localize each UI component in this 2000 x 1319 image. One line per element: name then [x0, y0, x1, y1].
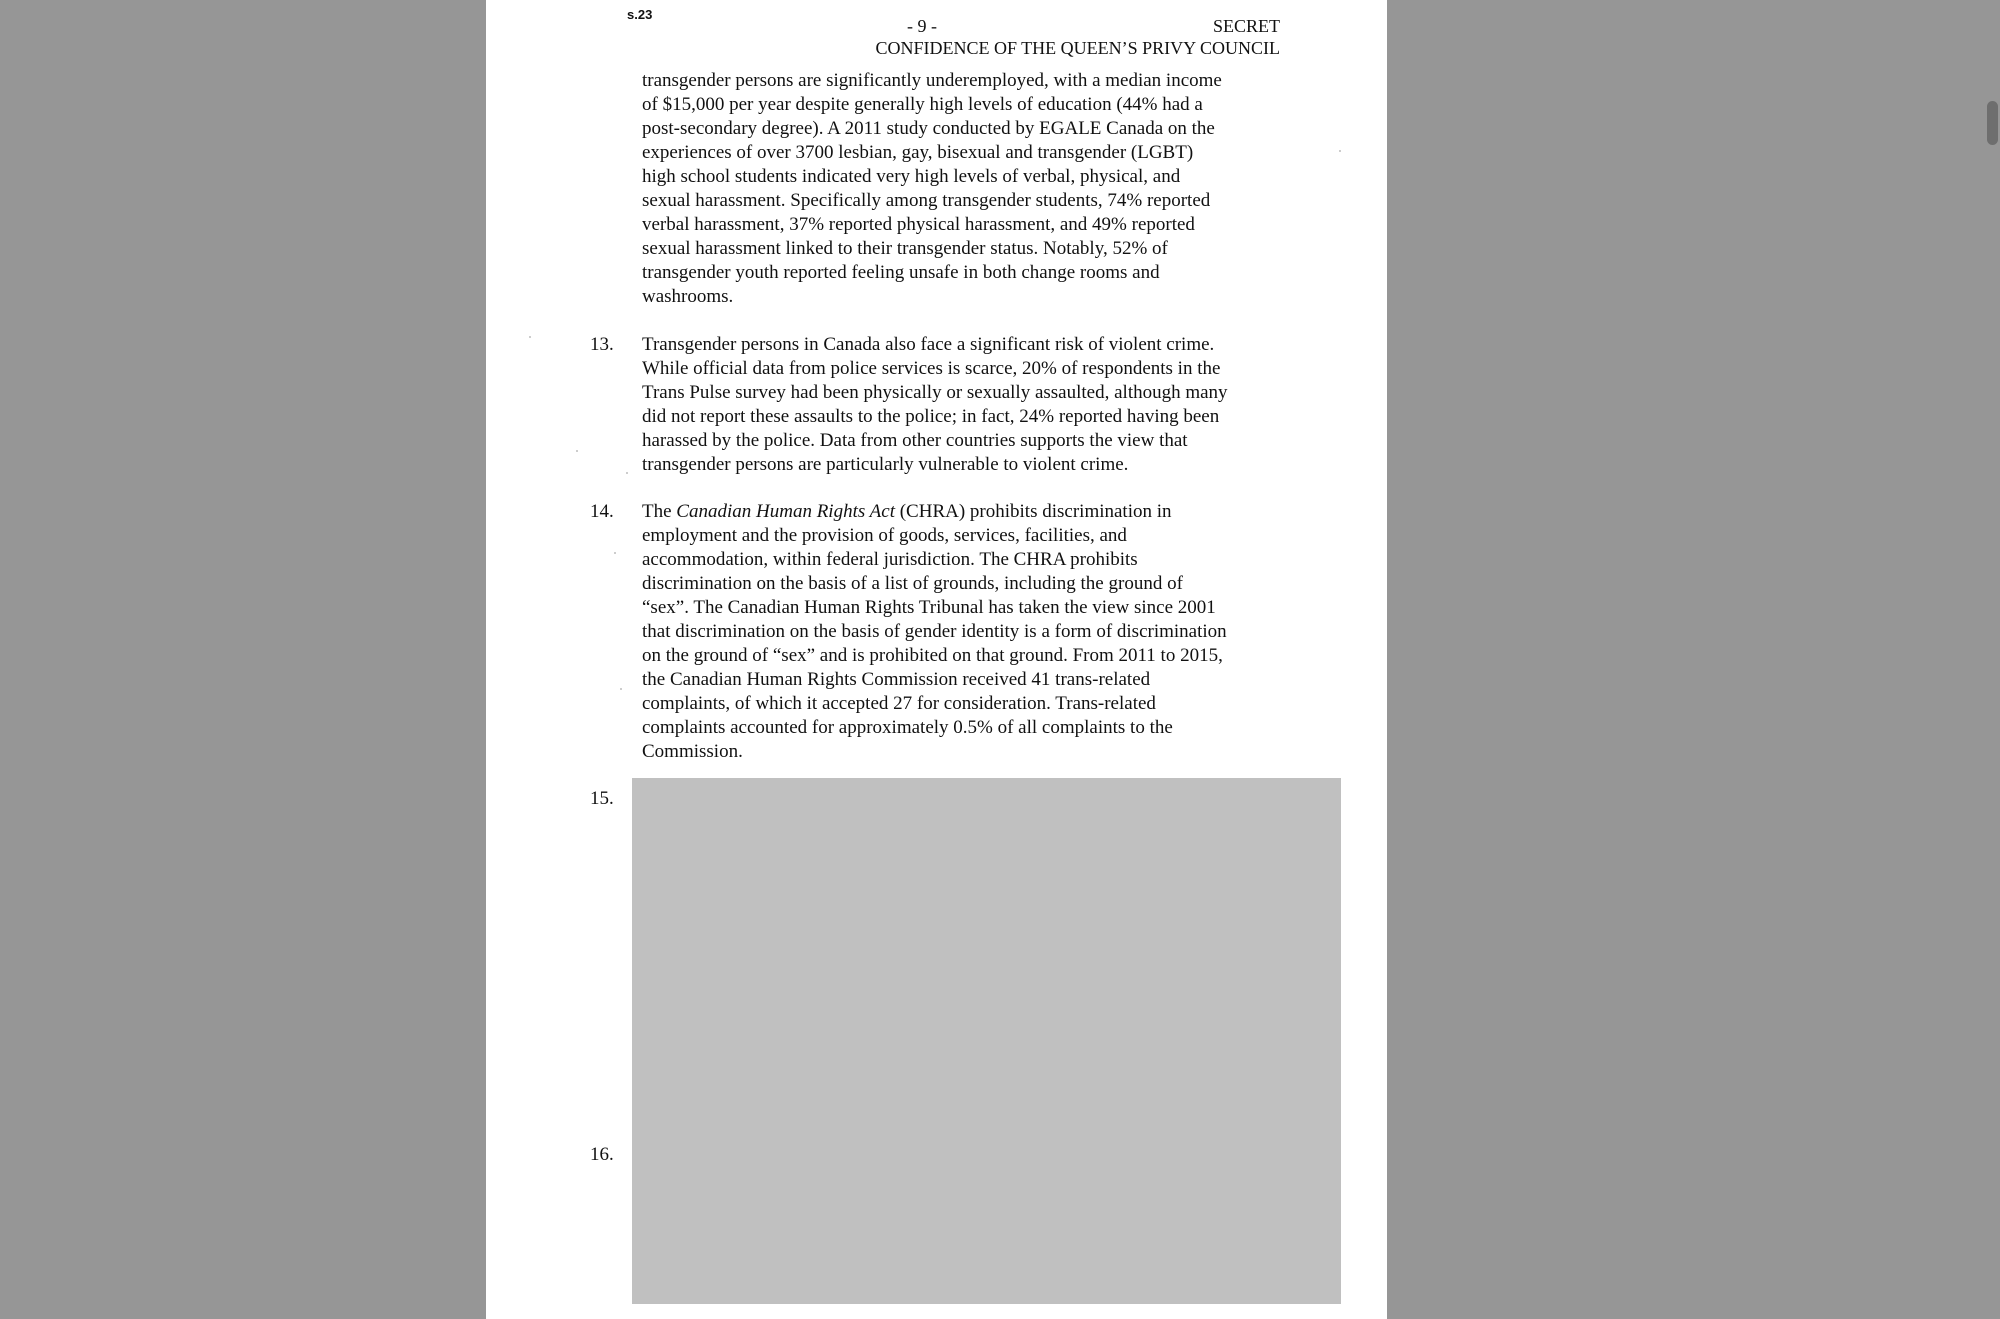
page-number: - 9 - [907, 16, 937, 36]
scrollbar-thumb[interactable] [1987, 101, 1998, 145]
scan-speck [626, 472, 628, 474]
scan-speck [614, 552, 616, 554]
classification-level: SECRET [1212, 16, 1280, 36]
paragraph-number: 14. [590, 501, 614, 522]
classification-header [875, 15, 1280, 59]
exemption-stamp: s.23 [627, 7, 653, 22]
paragraph-text: Transgender persons in Canada also face a significant risk of violent crime. While official data from police services is scarce, 20% of respondents in the Trans Pulse survey had been physically or sexually assaulted, although many did not report these assaults to the police; in fact, 24% reported having been harassed by the police. Data from other countries supports the view that transgender persons are particularly vulnerable to violent crime. [642, 334, 1228, 475]
classification-caveat: CONFIDENCE OF THE QUEEN’S PRIVY COUNCIL [875, 38, 1280, 58]
text-rest: (CHRA) prohibits discrimination in employment and the provision of goods, services, facilities, and accommodation, within federal jurisdiction. The CHRA prohibits discrimination on the basis of a list of grounds, including the ground of “sex”. The Canadian Human Rights Tribunal has taken the view since 2001 that discrimination on the basis of gender identity is a form of discrimination on the ground of “sex” and is prohibited on that ground. From 2011 to 2015, the Canadian Human Rights Commission received 41 trans-related complaints, of which it accepted 27 for consideration. Trans-related complaints accounted for approximately 0.5% of all complaints to the Commission. [642, 501, 1227, 762]
paragraph-text [642, 500, 1292, 764]
paragraph-number: 15. [590, 788, 614, 809]
scan-speck [1339, 150, 1341, 152]
paragraph-text: transgender persons are significantly underemployed, with a median income of $15,000 per year despite generally high levels of education (44% had a post-secondary degree). A 2011 study conducted by EGALE Canada on the experiences of over 3700 lesbian, gay, bisexual and transgender (LGBT) high school students indicated very high levels of verbal, physical, and sexual harassment. Specifically among transgender students, 74% reported verbal harassment, 37% reported physical harassment, and 49% reported sexual harassment linked to their transgender status. Notably, 52% of transgender youth reported feeling unsafe in both change rooms and washrooms. [642, 70, 1222, 307]
text-prefix: The [642, 501, 677, 522]
scan-speck [576, 450, 578, 452]
act-title: Canadian Human Rights Act [676, 501, 895, 522]
scan-speck [620, 688, 622, 690]
paragraph-number: 13. [590, 334, 614, 355]
document-page [486, 0, 1387, 1319]
redaction-block [632, 778, 1341, 1304]
scan-speck [529, 336, 531, 338]
paragraph-number: 16. [590, 1144, 614, 1165]
